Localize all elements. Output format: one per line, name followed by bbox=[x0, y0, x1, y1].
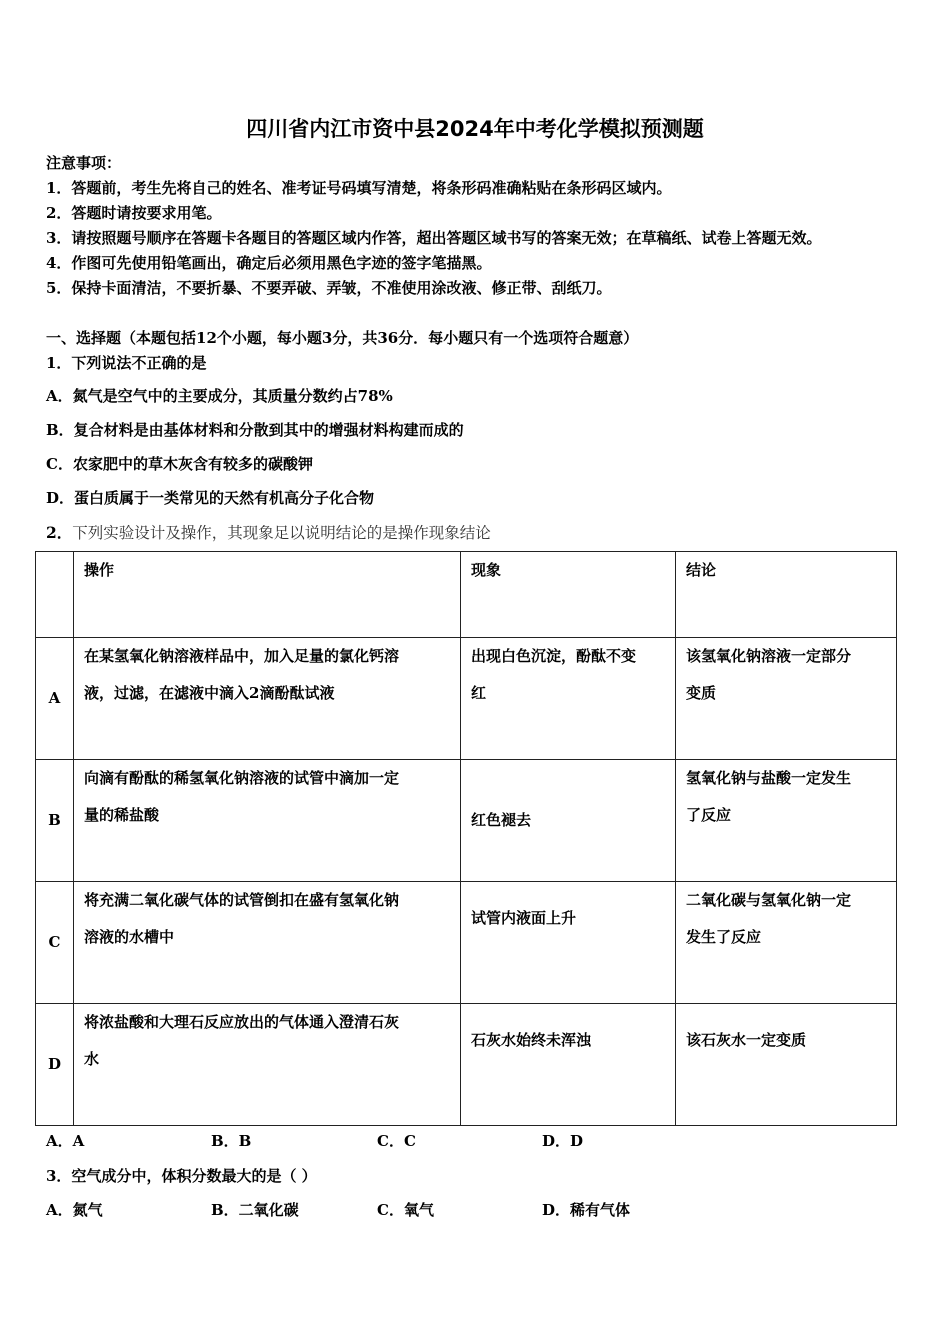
question-number: 2． bbox=[46, 523, 73, 542]
question-stem: 1．下列说法不正确的是 bbox=[46, 354, 207, 372]
operation-cell bbox=[74, 882, 461, 1004]
question-option: A．氮气 bbox=[46, 1201, 103, 1219]
cell-line: 了反应 bbox=[686, 806, 732, 824]
phenomenon-cell bbox=[461, 760, 676, 882]
question-stem-text: 下列实验设计及操作，其现象足以说明结论的是操作现象结论 bbox=[72, 524, 491, 542]
cell-line: 试管内液面上升 bbox=[471, 909, 577, 927]
cell-line: 液，过滤，在滤液中滴入2滴酚酞试液 bbox=[84, 684, 335, 702]
table-row bbox=[36, 638, 897, 760]
question-option: D．蛋白质属于一类常见的天然有机高分子化合物 bbox=[46, 489, 375, 507]
table-row bbox=[36, 882, 897, 1004]
row-label: A bbox=[36, 638, 74, 760]
cell-line: 将充满二氧化碳气体的试管倒扣在盛有氢氧化钠 bbox=[84, 891, 400, 909]
operation-cell bbox=[74, 760, 461, 882]
cell-line: 水 bbox=[84, 1050, 100, 1068]
table-header-row bbox=[36, 552, 897, 638]
cell-line: 将浓盐酸和大理石反应放出的气体通入澄清石灰 bbox=[84, 1013, 400, 1031]
question-option: C．农家肥中的草木灰含有较多的碳酸钾 bbox=[46, 455, 313, 473]
cell-line: 红色褪去 bbox=[471, 811, 532, 829]
phenomenon-cell bbox=[461, 1004, 676, 1126]
conclusion-cell bbox=[676, 638, 897, 760]
cell-line: 溶液的水槽中 bbox=[84, 928, 175, 946]
conclusion-cell bbox=[676, 882, 897, 1004]
question-option: B．复合材料是由基体材料和分散到其中的增强材料构建而成的 bbox=[46, 421, 464, 439]
question-option: D．稀有气体 bbox=[542, 1201, 631, 1219]
conclusion-cell bbox=[676, 1004, 897, 1126]
notice-item: 1．答题前，考生先将自己的姓名、准考证号码填写清楚，将条形码准确粘贴在条形码区域内。 bbox=[46, 179, 672, 197]
table-header-cell: 操作 bbox=[74, 552, 461, 638]
table-header-cell: 现象 bbox=[461, 552, 676, 638]
row-label: B bbox=[36, 760, 74, 882]
question-stem: 3．空气成分中，体积分数最大的是（ ） bbox=[46, 1167, 317, 1185]
cell-line: 该石灰水一定变质 bbox=[686, 1031, 807, 1049]
conclusion-cell bbox=[676, 760, 897, 882]
question-option: A．A bbox=[46, 1132, 85, 1150]
cell-line: 出现白色沉淀，酚酞不变 bbox=[471, 647, 637, 665]
question-stem bbox=[46, 521, 491, 543]
question-option: C．氧气 bbox=[377, 1201, 434, 1219]
operation-cell bbox=[74, 1004, 461, 1126]
experiment-table bbox=[35, 551, 897, 1126]
question-option: B．二氧化碳 bbox=[211, 1201, 299, 1219]
question-option: D．D bbox=[542, 1132, 584, 1150]
cell-line: 变质 bbox=[686, 684, 717, 702]
phenomenon-cell bbox=[461, 638, 676, 760]
cell-line: 该氢氧化钠溶液一定部分 bbox=[686, 647, 852, 665]
cell-line: 氢氧化钠与盐酸一定发生 bbox=[686, 769, 852, 787]
notice-heading: 注意事项： bbox=[46, 154, 122, 172]
notice-item: 3．请按照题号顺序在答题卡各题目的答题区域内作答，超出答题区域书写的答案无效；在草稿纸、试卷上答题无效。 bbox=[46, 229, 822, 247]
question-option: A．氮气是空气中的主要成分，其质量分数约占78% bbox=[46, 387, 393, 405]
phenomenon-cell bbox=[461, 882, 676, 1004]
table-header-cell bbox=[36, 552, 74, 638]
notice-item: 4．作图可先使用铅笔画出，确定后必须用黑色字迹的签字笔描黑。 bbox=[46, 254, 492, 272]
cell-line: 红 bbox=[471, 684, 487, 702]
operation-cell bbox=[74, 638, 461, 760]
row-label: C bbox=[36, 882, 74, 1004]
table-header-cell: 结论 bbox=[676, 552, 897, 638]
table-row bbox=[36, 1004, 897, 1126]
row-label: D bbox=[36, 1004, 74, 1126]
cell-line: 向滴有酚酞的稀氢氧化钠溶液的试管中滴加一定 bbox=[84, 769, 400, 787]
question-option: C．C bbox=[377, 1132, 416, 1150]
notice-item: 2．答题时请按要求用笔。 bbox=[46, 204, 222, 222]
section-heading: 一、选择题（本题包括12个小题，每小题3分，共36分．每小题只有一个选项符合题意） bbox=[46, 329, 639, 347]
cell-line: 在某氢氧化钠溶液样品中，加入足量的氯化钙溶 bbox=[84, 647, 400, 665]
table-row bbox=[36, 760, 897, 882]
notice-item: 5．保持卡面清洁，不要折暴、不要弄破、弄皱，不准使用涂改液、修正带、刮纸刀。 bbox=[46, 279, 612, 297]
cell-line: 量的稀盐酸 bbox=[84, 806, 160, 824]
question-option: B．B bbox=[211, 1132, 252, 1150]
cell-line: 发生了反应 bbox=[686, 928, 762, 946]
cell-line: 二氧化碳与氢氧化钠一定 bbox=[686, 891, 852, 909]
cell-line: 石灰水始终未浑浊 bbox=[471, 1031, 592, 1049]
page-title: 四川省内江市资中县2024年中考化学模拟预测题 bbox=[246, 117, 704, 141]
